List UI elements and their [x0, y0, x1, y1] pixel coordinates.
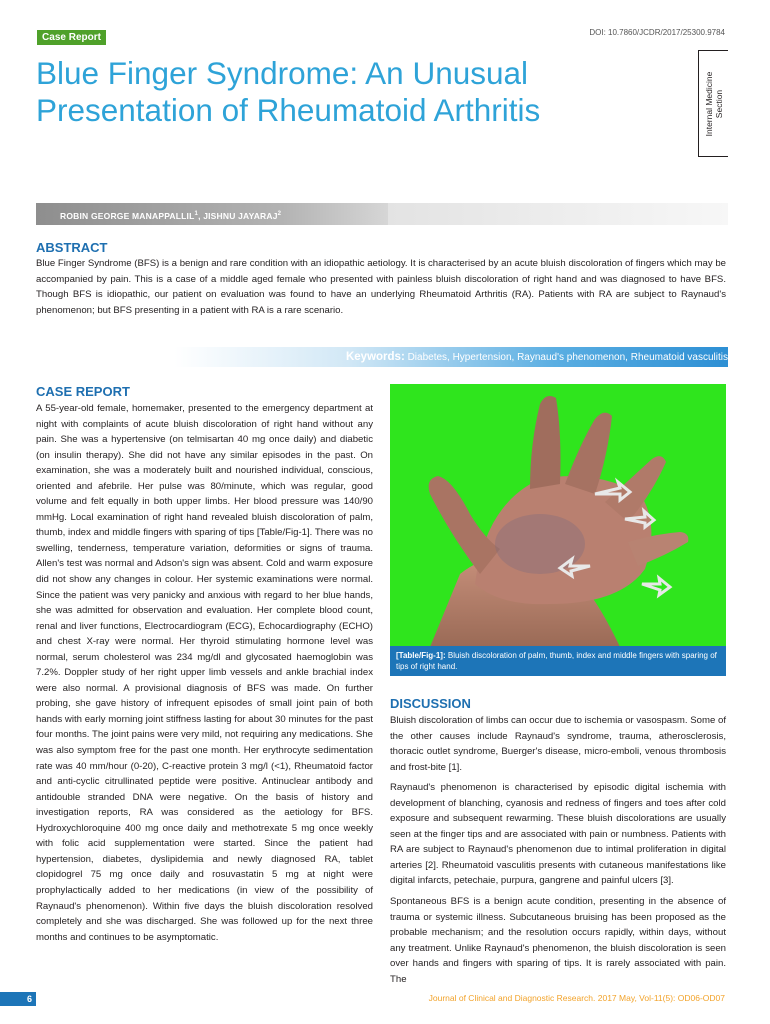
figure-caption-text: Bluish discoloration of palm, thumb, index and middle fingers with sparing of tips of right hand. — [396, 651, 717, 671]
author-1: ROBIN GEORGE MANAPPALLIL — [60, 210, 195, 221]
keywords-label: Keywords: — [345, 351, 405, 363]
section-name: Internal Medicine — [703, 71, 714, 136]
figure-caption-label: [Table/Fig-1]: — [396, 651, 446, 660]
case-report-heading: CASE REPORT — [36, 384, 130, 399]
case-report-body — [36, 401, 373, 945]
hand-illustration — [390, 384, 726, 647]
discussion-paragraph-3: Spontaneous BFS is a benign acute condition, presenting in the absence of trauma or systemic illness. Subcutaneous bruising has been proposed as the probable mechanism; and the resolution occurs rapidly, within days, without any treatment. Unlike Raynaud's phenomenon, the bluish discoloration is seen over hands and fingers with sparing of tips. It is rarely associated with pain. The — [390, 896, 726, 985]
section-tab-text — [704, 54, 724, 154]
index-finger — [530, 396, 561, 489]
discussion-paragraph-1: Bluish discoloration of limbs can occur due to ischemia or vasospasm. Some of the other causes include Raynaud's syndrome, trauma, atherosclerosis, thoracic outlet syndrome, Buerger's disease, micro-emboli, venous thrombosis and frost-bite [1]. — [390, 715, 726, 773]
arrow-4 — [642, 578, 670, 595]
section-label: Section — [713, 89, 724, 118]
discussion-paragraph-2: Raynaud's phenomenon is characterised by episodic digital ischemia with development of blanching, cyanosis and redness of fingers and toes after cold exposure and subsequent rewarming. These bluish discolorations are usually seen at the finger tips and are associated with pain or numbness. Patients with RA are subject to Raynaud's phenomenon due to intimal proliferation in digital arteries [2]. Rheumatoid vasculitis presents with cutaneous manifestations like digital infarcts, petechaie, purpura, gangrene and painful ulcers [3]. — [390, 782, 726, 887]
article-type-badge: Case Report — [37, 30, 106, 45]
keywords-text: Diabetes, Hypertension, Raynaud's phenomenon, Rheumatoid vasculitis — [407, 352, 728, 363]
discussion-body — [390, 713, 726, 987]
author-2-affiliation: 2 — [277, 211, 282, 217]
abstract-text: Blue Finger Syndrome (BFS) is a benign and rare condition with an idiopathic aetiology. It is characterised by an acute bluish discoloration of fingers which may be accompanied by pain. This is a case of a middle aged female who presented with painless bluish discoloration of right hand and was diagnosed to have BFS. Though BFS is idiopathic, our patient on evaluation was found to have an underlying Rheumatoid Arthritis (RA). Patients with RA are subject to Raynaud's phenomenon; but BFS presenting in a patient with RA is a rare scenario. — [36, 258, 726, 316]
author-separator: , — [198, 210, 204, 221]
article-title: Blue Finger Syndrome: An Unusual Presentation of Rheumatoid Arthritis — [36, 55, 541, 128]
section-tab — [698, 50, 728, 157]
thumb — [429, 476, 500, 574]
author-list — [60, 203, 281, 225]
case-report-text: A 55-year-old female, homemaker, presented to the emergency department at night with complaints of acute bluish discoloration of right hand without any pain. She was a hypertensive (on telmisartan 40 mg once daily) and diabetic (on insulin therapy). She did not have any similar episodes in the past. On examination, she was a moderately built and nourished individual, conscious, oriented and afebrile. Her pulse was 80/minute, which was regular, good volume and felt equally in both upper limbs. Her blood pressure was 140/90 mmHg. Local examination of right hand revealed bluish discoloration of palm, thumb, index and middle fingers with sparing of tips [Table/Fig-1]. There was no swelling, tenderness, temperature variation, deformities or signs of trauma. Allen's test was normal and Adson's sign was absent. Cold and warm exposure did not show any changes in colour. Her systemic examinations were normal. Since the patient was very panicky and anxious with regard to her blue hands, she was admitted for observation and evaluation. Her complete blood count, renal and liver functions, Electrocardiogram (ECG), Echocardiography (ECHO) and chest X-ray were normal. Her thyroid stimulating hormone level was normal, serum cholesterol was 234 mg/dl and glycosated haemoglobin was 7.2%. Doppler study of her right upper limb vessels and ankle brachial index were also normal. A provisional diagnosis of BFS was made. On further probing, she gave history of infrequent episodes of small joint pain of both hands with early morning joint stiffness lasting for about 30 minutes for the past four months. The joint pains were very mild, not requiring any medications. She was also symptom free for the past one month. Her erythrocyte sedimentation rate was 40 mm/hour (0-20), C-reactive protein 3 mg/l (<1), Rheumatoid factor and anti-cyclic citrullinated peptide were positive. Antinuclear antibody and antidouble stranded DNA were negative. On the basis of history and investigation reports, RA was considered as the aetiology for BFS. Hydroxychloroquine 400 mg once daily and methotrexate 5 mg once weekly with folic acid supplementation were started. Since the patient had hypertension, diabetes, dyslipidemia and newly diagnosed RA, tablet clopidogrel 75 mg once daily and rosuvastatin 5 mg at night were prophylactically added to her medications (in view of the possibility of Raynaud's phenomenon). Within five days the bluish discoloration resolved completely and she was discharged. She was followed up for the next three months and continues to be asymptomatic. — [36, 403, 373, 943]
discussion-heading: DISCUSSION — [390, 696, 471, 711]
journal-footer: Journal of Clinical and Diagnostic Research. 2017 May, Vol-11(5): OD06-OD07 — [428, 993, 725, 1003]
author-1-affiliation: 1 — [194, 211, 199, 217]
author-2: JISHNU JAYARAJ — [203, 210, 278, 221]
keywords — [270, 347, 728, 367]
figure-hand-photo — [390, 384, 726, 647]
page-number: 6 — [0, 992, 36, 1006]
abstract-heading: ABSTRACT — [36, 240, 108, 255]
author-bar-fade — [388, 203, 728, 225]
figure-caption — [390, 646, 726, 676]
doi[interactable]: DOI: 10.7860/JCDR/2017/25300.9784 — [589, 28, 725, 37]
